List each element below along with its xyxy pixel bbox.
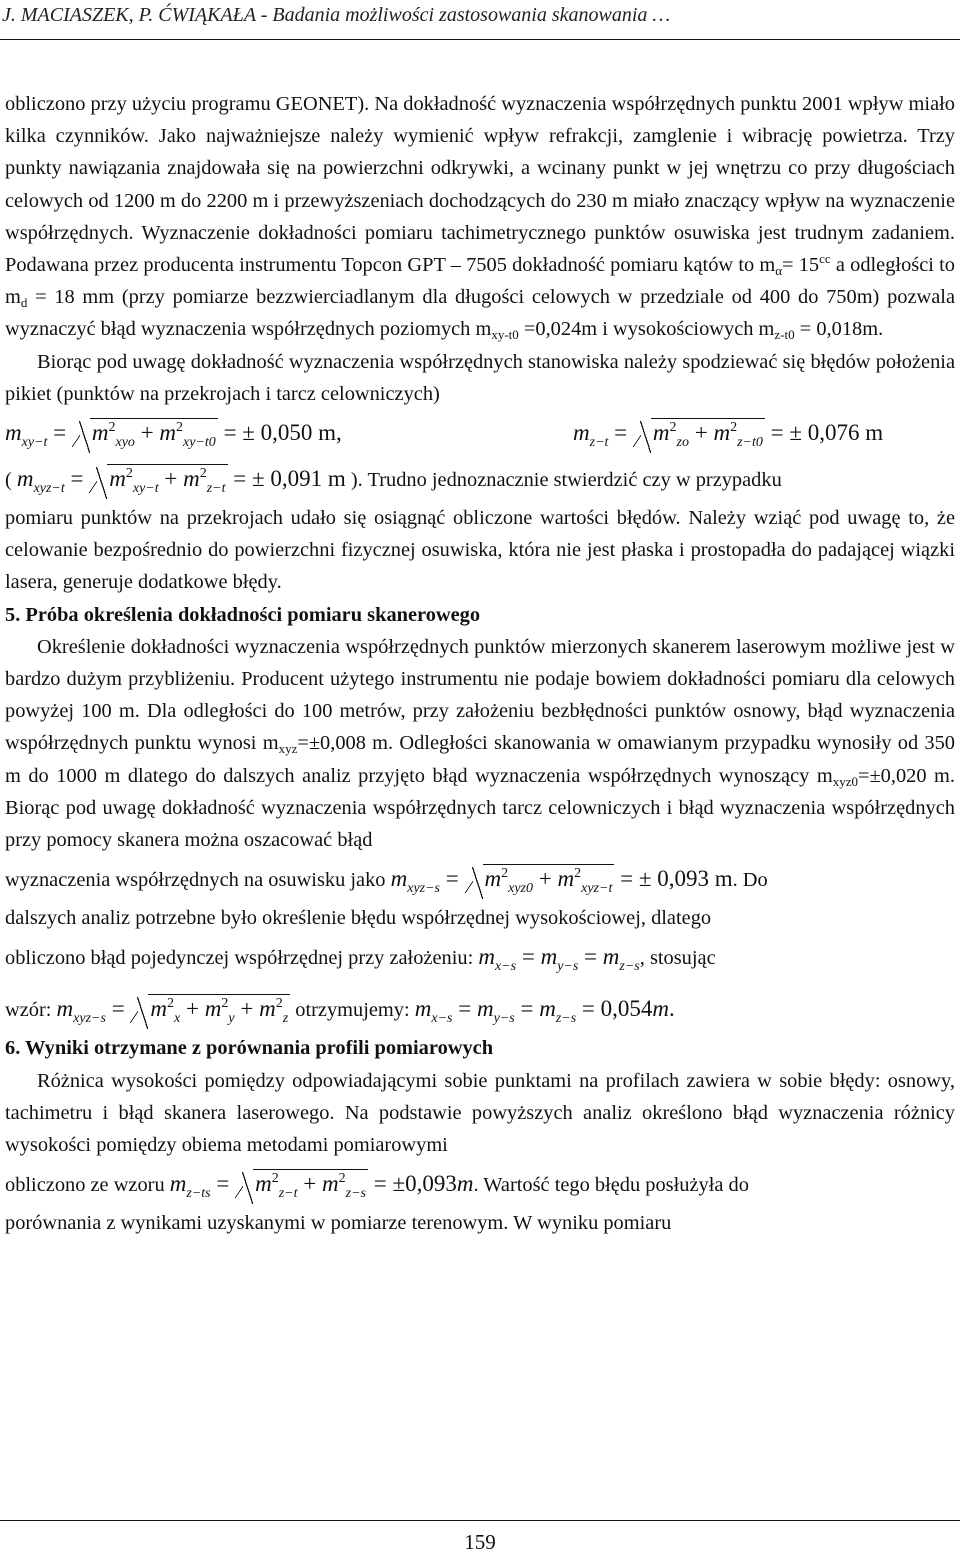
- page-body: [5, 88, 955, 1239]
- plus-sign: +: [234, 996, 260, 1022]
- formula-wzor-line: [5, 986, 955, 1032]
- equals-sign: =: [608, 420, 633, 446]
- square-exponent: 2: [275, 996, 283, 1012]
- formula-unit: m: [652, 996, 670, 1022]
- distance-accuracy-text: a odległości to m: [5, 254, 955, 309]
- sqrt-symbol: $m^2_{xyo} + m^2_{xy-t0}$: [91, 420, 216, 451]
- header-rule: [0, 39, 960, 40]
- sqrt-symbol: $m^2_{xy-t} + m^2_{z-t}$: [109, 466, 226, 497]
- paragraph-2: Biorąc pod uwagę dokładność wyznaczenia współrzędnych stanowiska należy spodziewać się błędów położenia pikiet (punktów na przekrojach i tarcz celowniczych): [5, 350, 955, 405]
- formula-dot: .: [669, 996, 675, 1022]
- plus-sign: +: [134, 420, 160, 446]
- square-exponent: 2: [176, 420, 184, 436]
- formula-z-ts-line: [5, 1161, 955, 1207]
- square-exponent: 2: [271, 1171, 279, 1187]
- paragraph-5: dalszych analiz potrzebne było określenie błędu współrzędnej wysokościowej, dlatego: [5, 907, 712, 930]
- formula-subscript: xyz0: [508, 881, 534, 897]
- paragraph-1-continuation: = 18 mm (przy pomiarze bezzwierciadlanym dla długości celowych w przedziale od 400 do 750m) pozwala wyznaczyć błąd wyznaczenia współrzędnych poziomych m: [5, 286, 955, 341]
- formula-middle-text: otrzymujemy:: [290, 999, 415, 1022]
- formula-m-xyz-t: $m_{xyz-t} = m^2_{xy-t} + m^2_{z-t}$ = ± 0,091 m: [16, 466, 346, 497]
- footer-rule: [0, 1520, 960, 1521]
- formula-result: = ± 0,076 m: [764, 420, 884, 446]
- formula-result: = ± 0,093 m: [614, 866, 733, 892]
- square-exponent: 2: [501, 866, 509, 882]
- formula-xyz-s-line: [5, 856, 955, 902]
- close-paren: ).: [345, 469, 368, 492]
- formula-subscript: zo: [676, 435, 689, 451]
- paragraph-1-text: obliczono przy użyciu programu GEONET). Na dokładność wyznaczenia współrzędnych punktu 2001 wpływ miało kilka czynników. Jako najważniejsze należy wymienić wpływ refrakcji, zamglenie i wibrację powietrza. Trzy punkty nawiązania znajdowała się na powierzchni odkrywki, a wcinany punkt w jej wnętrzu co przy długościach celowych od 1200 m do 2200 m i przewyższeniach dochodzących do 230 m miało znaczący wpływ na wyznaczenie współrzędnych. Wyznaczenie dokładności pomiaru tachimetrycznego punktów osuwiska jest trudnym zadaniem. Podawana przez producenta instrumentu Topcon GPT – 7505 dokładność pomiaru kątów to m: [5, 93, 955, 277]
- cc-superscript: cc: [819, 251, 831, 267]
- section-6-title: 6. Wyniki otrzymane z porównania profili pomiarowych: [5, 1037, 494, 1060]
- formula-subscript: xyz−t: [581, 881, 613, 897]
- formula-subscript: x−s: [431, 1011, 453, 1027]
- formula-subscript: y−s: [493, 1011, 515, 1027]
- equals-sign: =: [47, 420, 72, 446]
- formula-subscript: xy−t0: [183, 435, 216, 451]
- formula-lead-text: obliczono błąd pojedynczej współrzędnej przy założeniu:: [5, 947, 479, 970]
- formula-subscript: xyz−s: [407, 881, 441, 897]
- formula-xyz-t-line: [5, 456, 955, 502]
- formula-subscript: z: [282, 1011, 289, 1027]
- angle-accuracy-text: = 15: [782, 254, 820, 277]
- plus-sign: +: [158, 466, 184, 492]
- square-exponent: 2: [167, 996, 175, 1012]
- formula-m-xyz-s: $m_{xyz-s} = m^2_{xyz0} + m^2_{xyz-t}$ = ± 0,093 m: [390, 866, 733, 897]
- xyz-subscript: xyz: [278, 741, 298, 757]
- xyz0-subscript: xyz0: [832, 773, 858, 789]
- formula-lead-text: obliczono ze wzoru: [5, 1174, 170, 1197]
- formula-subscript: z−s: [555, 1011, 577, 1027]
- formula-subscript: xyo: [115, 435, 135, 451]
- formula-unit: m: [456, 1171, 474, 1197]
- sqrt-symbol: $m^2_{zo} + m^2_{z-t0}$: [652, 420, 763, 451]
- formula-m-xyz-s-components: $m_{xyz-s} = m^2_x + m^2_y + m^2_z$: [56, 996, 289, 1027]
- formula-comma: ,: [336, 420, 342, 446]
- section-5-title: 5. Próba określenia dokładności pomiaru skanerowego: [5, 603, 481, 626]
- plus-sign: +: [297, 1171, 323, 1197]
- formula-result: = ± 0,050 m: [217, 420, 337, 446]
- formula-subscript: xyz−s: [73, 1011, 106, 1027]
- formula-lead-text: wyznaczenia współrzędnych na osuwisku jako: [5, 869, 391, 892]
- formula-subscript: y: [228, 1011, 235, 1027]
- paragraph-4-text: Określenie dokładności wyznaczenia współrzędnych punktów mierzonych skanerem laserowym możliwe jest w bardzo dużym przybliżeniu. Producent użytego instrumentu nie podaje bowiem dokładności pomiaru dla celowych powyżej 100 m. Dla odległości do 100 metrów, przy założeniu bezbłędności punktów osnowy, błąd wyznaczenia współrzędnych punktu wynosi m: [5, 635, 955, 755]
- vertical-error-text: =0,024m i wysokościowych m: [518, 318, 775, 341]
- square-exponent: 2: [108, 420, 116, 436]
- square-exponent: 2: [574, 866, 582, 882]
- z-t0-subscript: z-t0: [774, 327, 795, 343]
- paragraph-4-end: =±0,020 m. Biorąc pod uwagę dokładność wyznaczenia współrzędnych tarcz celowniczych i błąd wyznaczenia współrzędnych przy pomocy skanera można oszacować błąd: [5, 764, 955, 852]
- equals-sign: =: [578, 944, 603, 970]
- paragraph-1-end: = 0,018m.: [794, 318, 884, 341]
- equals-sign: =: [516, 944, 541, 970]
- running-header: J. MACIASZEK, P. ĆWIĄKAŁA - Badania możliwości zastosowania skanowania …: [2, 4, 671, 26]
- formula-subscript: z−ts: [186, 1186, 211, 1202]
- plus-sign: +: [688, 420, 714, 446]
- equals-sign: =: [440, 866, 465, 892]
- formula-equal-errors: $m_{x-s} = m_{y-s} = m_{z-s}$: [478, 944, 640, 975]
- plus-sign: +: [180, 996, 205, 1022]
- paragraph-4: [5, 631, 955, 856]
- open-paren: (: [5, 469, 12, 492]
- page-number: 159: [464, 1530, 496, 1554]
- formula-result: = ± 0,091 m: [227, 466, 346, 492]
- formula-m-z-ts: $m_{z-ts} = m^2_{z-t} + m^2_{z-s} = \pm 0,093m$: [169, 1171, 474, 1202]
- equals-sign: =: [514, 996, 540, 1022]
- formula-subscript: z−t: [278, 1186, 298, 1202]
- xy-t0-subscript: xy-t0: [491, 327, 519, 343]
- equals-sign: =: [210, 1171, 236, 1197]
- formula-subscript: xy−t: [21, 435, 48, 451]
- equals-sign: =: [105, 996, 131, 1022]
- sqrt-symbol: $m^2_{z-t} + m^2_{z-s}$: [255, 1171, 366, 1202]
- paragraph-4-continuation: =±0,008 m. Odległości skanowania w omawianym przypadku wynosiły od 350 m do 1000 m dlatego do dalszych analiz przyjęto błąd wyznaczenia współrzędnych wynoszący m: [5, 732, 955, 787]
- formula-m-z-t: $m_{z-t} = m^2_{zo} + m^2_{z-t0}$ = ± 0,076 m: [573, 420, 884, 451]
- formula-m-xy-t: $m_{xy-t} = m^2_{xyo} + m^2_{xy-t0}$ = ± 0,050 m,: [5, 420, 342, 451]
- formula-result: = ±0,093: [367, 1171, 457, 1197]
- equals-sign: =: [64, 466, 90, 492]
- square-exponent: 2: [221, 996, 229, 1012]
- paragraph-1: [5, 88, 955, 346]
- paragraph-6: Różnica wysokości pomiędzy odpowiadającymi sobie punktami na profilach zawiera w sobie błędy: osnowy, tachimetru i błąd skanera laserowego. Na podstawie powyższych analiz określono błąd wyznaczenia różnicy wysokości pomiędzy obiema metodami pomiarowymi: [5, 1069, 955, 1157]
- formula-trailing-text: Trudno jednoznacznie stwierdzić czy w przypadku: [367, 469, 782, 492]
- formula-subscript: z−t: [206, 481, 226, 497]
- formula-result-054: $m_{x-s} = m_{y-s} = m_{z-s} = 0,054m$.: [414, 996, 675, 1027]
- sqrt-symbol: $m^2_x + m^2_y + m^2_z$: [150, 996, 289, 1027]
- formula-subscript: z−t0: [737, 435, 763, 451]
- formula-lead-text: wzór:: [5, 999, 57, 1022]
- plus-sign: +: [533, 866, 558, 892]
- formula-subscript: xyz−t: [33, 481, 65, 497]
- formula-subscript: y−s: [557, 959, 579, 975]
- equals-sign: =: [452, 996, 477, 1022]
- square-exponent: 2: [338, 1171, 346, 1187]
- formula-trailing-text: . Do: [732, 869, 768, 892]
- formula-subscript: z−s: [619, 959, 640, 975]
- square-exponent: 2: [730, 420, 738, 436]
- formula-result: = 0,054: [576, 996, 653, 1022]
- formula-subscript: z−s: [345, 1186, 366, 1202]
- formula-trailing-text: , stosując: [639, 947, 716, 970]
- square-exponent: 2: [669, 420, 677, 436]
- formula-subscript: xy−t: [132, 481, 159, 497]
- d-subscript: d: [20, 295, 28, 311]
- square-exponent: 2: [125, 466, 133, 482]
- paragraph-3: pomiaru punktów na przekrojach udało się osiągnąć obliczone wartości błędów. Należy wziąć pod uwagę to, że celowanie bezpośrednio do powierzchni fizycznej osuwiska, która nie jest płaska i prostopadła do padającej wiązki lasera, generuje dodatkowe błędy.: [5, 507, 955, 594]
- formula-subscript: x: [174, 1011, 181, 1027]
- formula-subscript: x−s: [494, 959, 517, 975]
- square-exponent: 2: [199, 466, 207, 482]
- paragraph-7: porównania z wynikami uzyskanymi w pomiarze terenowym. W wyniku pomiaru: [5, 1212, 672, 1235]
- formula-trailing-text: . Wartość tego błędu posłużyła do: [473, 1174, 749, 1197]
- sqrt-symbol: $m^2_{xyz0} + m^2_{xyz-t}$: [484, 866, 613, 897]
- formula-assumption-line: [5, 934, 955, 980]
- formula-subscript: z−t: [589, 435, 609, 451]
- alpha-subscript: α: [775, 263, 783, 279]
- formula-xy-t-and-z-t: [5, 410, 955, 456]
